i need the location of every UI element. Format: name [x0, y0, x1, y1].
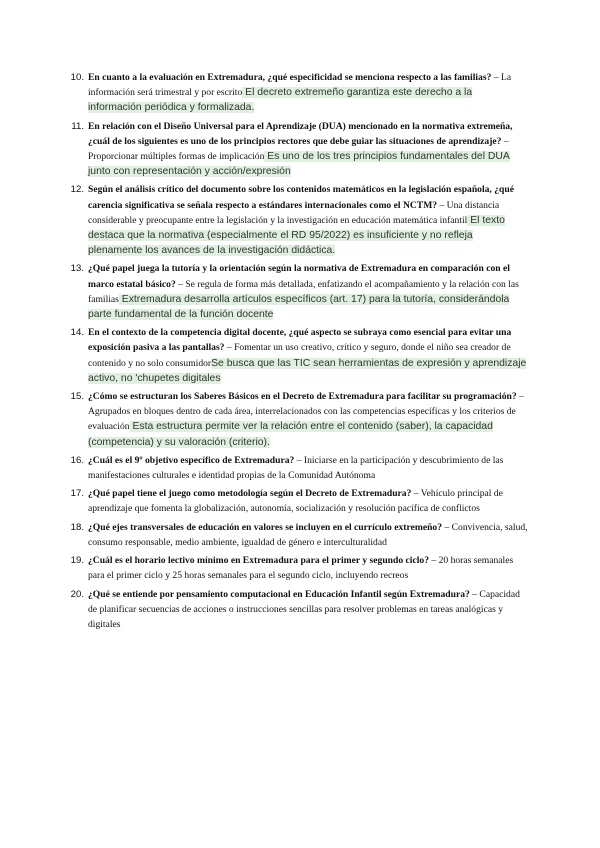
item-number: 11.	[71, 120, 84, 132]
document-body	[70, 70, 528, 635]
item-number: 10.	[70, 72, 84, 83]
highlighted-explanation: Es uno de los tres principios fundamentales del DUA junto con representación y acción/expresión	[88, 151, 510, 178]
highlighted-explanation: Esta estructura permite ver la relación entre el contenido (saber), la capacidad (competencia) y su valoración (criterio).	[88, 421, 493, 448]
list-item	[70, 520, 528, 550]
list-item	[70, 553, 528, 583]
answer-text: – Fomentar un uso creativo, crítico y seguro, donde el niño sea creador de contenido y no solo consumidor	[88, 342, 511, 369]
list-item	[70, 389, 528, 450]
answer-text: – La información será trimestral y por escrito	[88, 72, 512, 99]
answer-text: – Se regula de forma más detallada, enfatizando el acompañamiento y la relación con las familias	[88, 278, 519, 305]
highlighted-explanation: El texto destaca que la normativa (especialmente el RD 95/2022) es insuficiente y no refleja plenamente los avances de la investigación didáctica.	[88, 214, 505, 257]
question-text: ¿Cuál es el 9º objetivo específico de Extremadura?	[88, 454, 295, 466]
highlighted-explanation: Extremadura desarrolla artículos específicos (art. 17) para la tutoría, considerándola parte fundamental de la función docente	[88, 293, 510, 321]
answer-text: – Convivencia, salud, consumo responsable, medio ambiente, igualdad de género e interculturalidad	[88, 521, 528, 548]
answer-text: – Proporcionar múltiples formas de implicación	[88, 135, 509, 163]
list-item	[70, 587, 528, 633]
question-text: En relación con el Diseño Universal para el Aprendizaje (DUA) mencionado en la normativa extremeña, ¿cuál de los siguientes es uno de los principios rectores que debe guiar las situaciones de aprendizaje?	[88, 120, 513, 147]
list-item	[70, 486, 528, 516]
list-item	[71, 119, 528, 180]
item-number: 15.	[70, 391, 84, 403]
item-number: 19.	[70, 555, 84, 567]
answer-text: – Iniciarse en la participación y descubrimiento de las manifestaciones culturales e identidad propias de la Comunidad Autónoma	[88, 454, 504, 482]
answer-text: – Agrupados en bloques dentro de cada área, interrelacionados con las competencias específicas y los criterios de evaluación	[88, 391, 524, 433]
item-number: 18.	[70, 521, 84, 533]
list-item	[70, 70, 528, 116]
item-number: 14.	[70, 327, 84, 339]
question-text: ¿Qué papel tiene el juego como metodología según el Decreto de Extremadura?	[88, 488, 412, 500]
answer-text: – Capacidad de planificar secuencias de acciones o instrucciones sencillas para resolver problemas en tareas analógicas y digitales	[88, 588, 520, 630]
item-number: 20.	[70, 588, 84, 600]
highlighted-explanation: El decreto extremeño garantiza este derecho a la información periódica y formalizada.	[88, 87, 473, 114]
highlighted-explanation: Se busca que las TIC sean herramientas de expresión y aprendizaje activo, no 'chupetes digitales	[88, 357, 527, 384]
question-text: En cuanto a la evaluación en Extremadura, ¿qué especificidad se menciona respecto a las familias?	[88, 72, 492, 83]
list-item	[70, 325, 528, 386]
item-number: 16.	[70, 454, 84, 466]
item-number: 13.	[70, 263, 84, 275]
answer-text: – 20 horas semanales para el primer ciclo y 25 horas semanales para el segundo ciclo, incluyendo recreos	[88, 555, 514, 582]
list-item	[70, 261, 528, 322]
question-text: Según el análisis crítico del documento sobre los contenidos matemáticos en la legislación española, ¿qué carencia significativa se señala respecto a estándares internacionales como el NCTM?	[88, 184, 514, 211]
question-text: ¿Qué papel juega la tutoría y la orientación según la normativa de Extremadura en comparación con el marco estatal básico?	[88, 263, 510, 290]
list-item	[70, 182, 528, 258]
question-text: En el contexto de la competencia digital docente, ¿qué aspecto se subraya como esencial para evitar una exposición pasiva a las pantallas?	[88, 327, 512, 354]
list-item	[70, 453, 528, 483]
question-text: ¿Cómo se estructuran los Saberes Básicos en el Decreto de Extremadura para facilitar su programación?	[88, 391, 517, 403]
answer-text: – Vehículo principal de aprendizaje que fomenta la globalización, autonomía, socialización y resolución pacífica de conflictos	[88, 488, 503, 515]
question-text: ¿Qué se entiende por pensamiento computacional en Educación Infantil según Extremadura?	[88, 588, 470, 600]
answer-text: – Una distancia considerable y preocupante entre la legislación y la investigación en educación matemática infantil	[88, 199, 500, 226]
question-text: ¿Qué ejes transversales de educación en valores se incluyen en el currículo extremeño?	[88, 521, 443, 533]
item-number: 17.	[70, 488, 84, 500]
item-number: 12.	[70, 184, 84, 196]
question-text: ¿Cuál es el horario lectivo mínimo en Extremadura para el primer y segundo ciclo?	[88, 555, 429, 567]
